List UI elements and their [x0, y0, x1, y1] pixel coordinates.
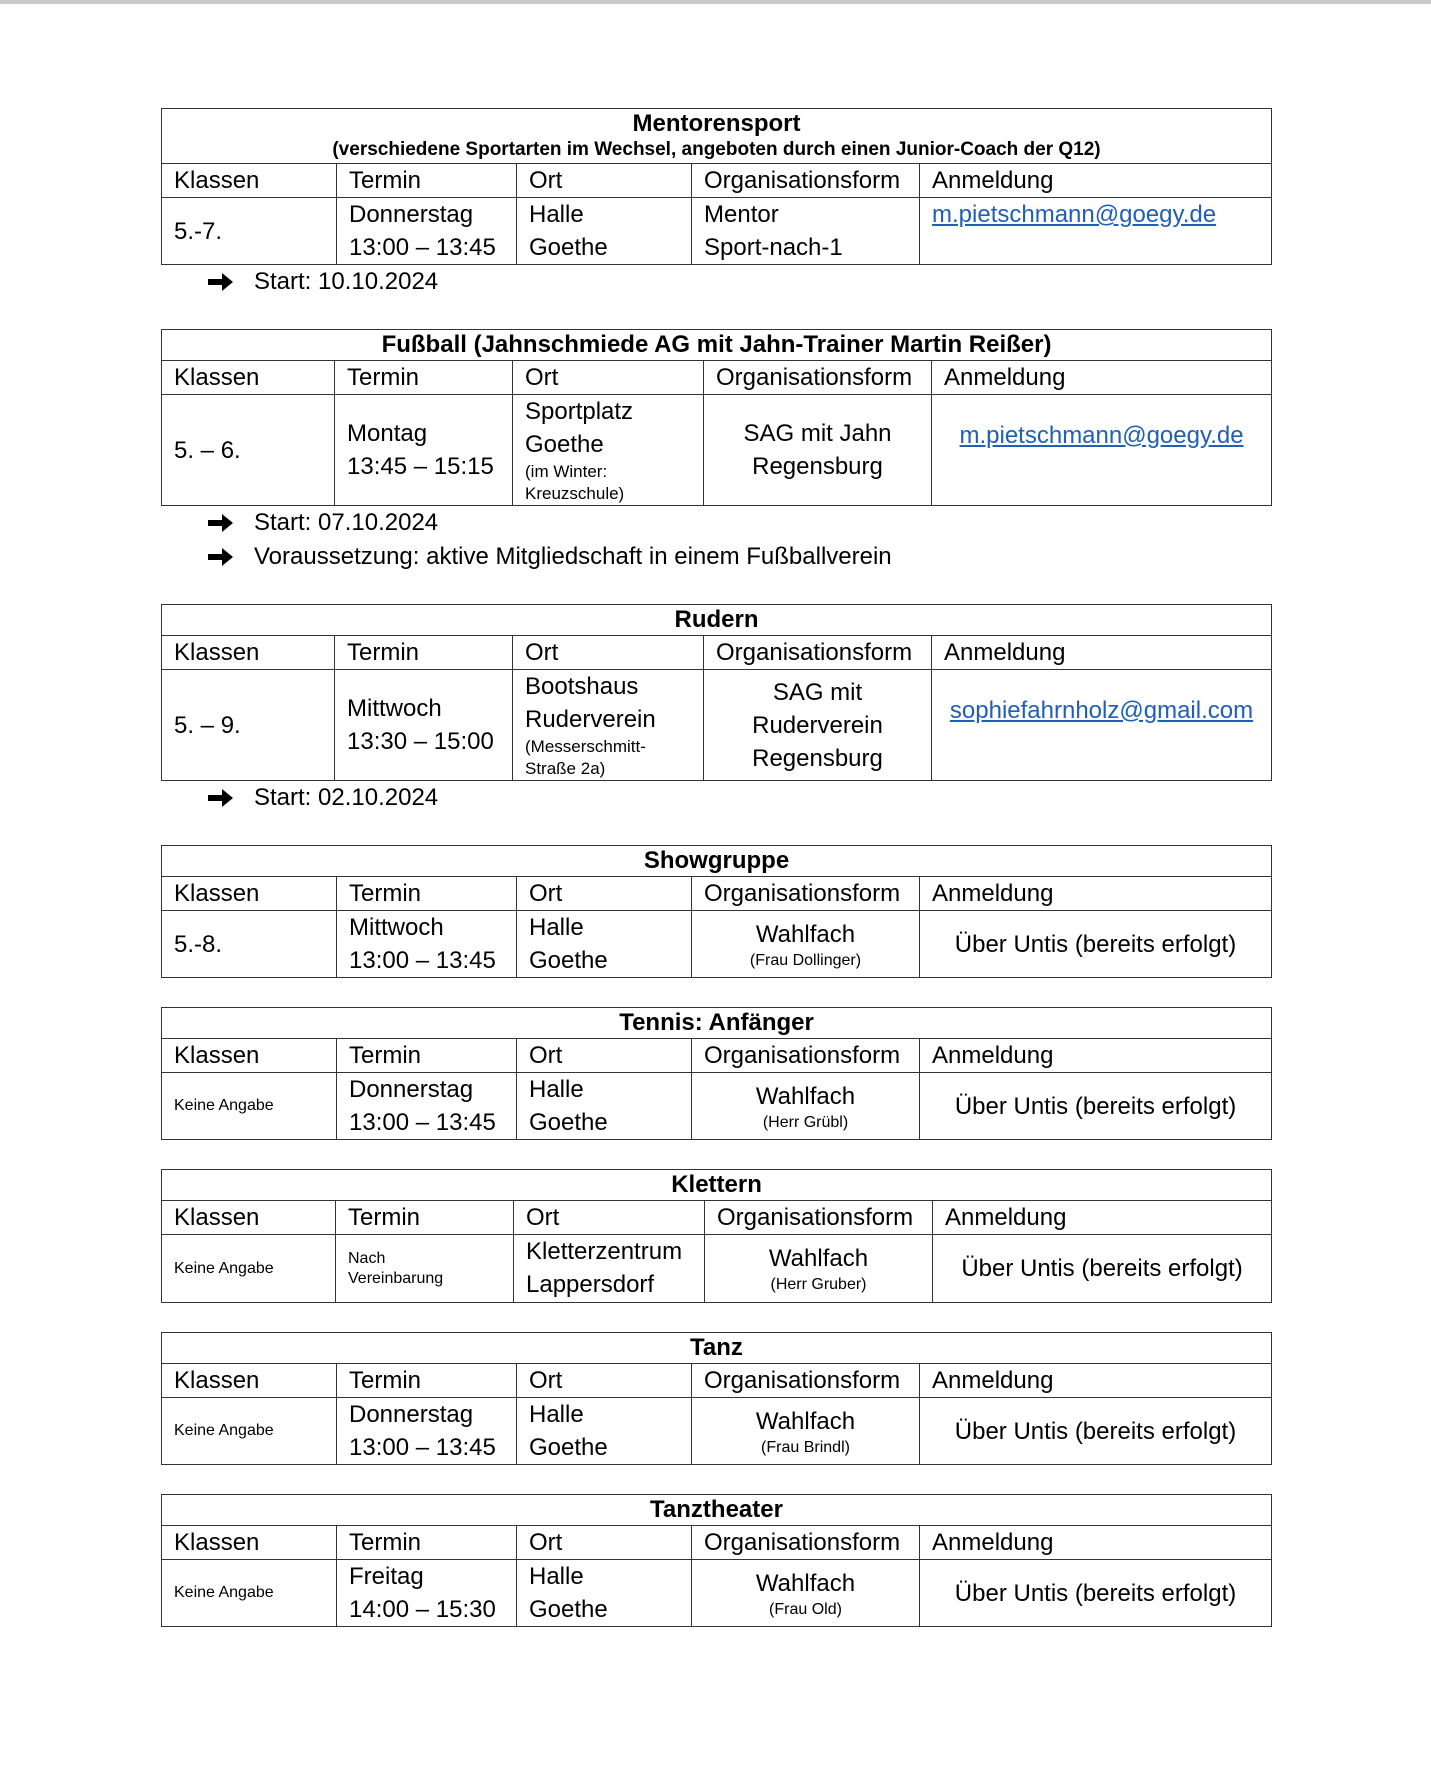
cell-termin: Mittwoch 13:30 – 15:00 [335, 670, 513, 781]
table-title: Fußball (Jahnschmiede AG mit Jahn-Trainer Martin Reißer) [162, 330, 1272, 361]
cell-anmeldung: Über Untis (bereits erfolgt) [920, 911, 1272, 978]
cell-klassen: 5. – 9. [162, 670, 335, 781]
cell-ort: Halle Goethe [517, 1560, 692, 1627]
header-termin: Termin [336, 1201, 514, 1235]
cell-organisationsform: SAG mit Jahn Regensburg [704, 395, 932, 506]
table-fussball [161, 329, 1272, 506]
header-anmeldung: Anmeldung [932, 636, 1272, 670]
header-klassen: Klassen [162, 877, 337, 911]
header-organisationsform: Organisationsform [692, 877, 920, 911]
header-anmeldung: Anmeldung [920, 1526, 1272, 1560]
cell-ort: Halle Goethe [517, 911, 692, 978]
email-link[interactable]: m.pietschmann@goegy.de [932, 201, 1217, 228]
header-ort: Ort [517, 877, 692, 911]
table-klettern [161, 1169, 1272, 1303]
header-ort: Ort [517, 1364, 692, 1398]
cell-termin: Donnerstag 13:00 – 13:45 [337, 198, 517, 265]
table-showgruppe [161, 845, 1272, 978]
cell-ort: Halle Goethe [517, 1398, 692, 1465]
header-organisationsform: Organisationsform [692, 164, 920, 198]
table-title: Mentorensport (verschiedene Sportarten im Wechsel, angeboten durch einen Junior-Coach der Q12) [162, 109, 1272, 164]
notes [161, 506, 1271, 574]
cell-termin: Donnerstag 13:00 – 13:45 [337, 1073, 517, 1140]
header-ort: Ort [517, 1526, 692, 1560]
header-ort: Ort [517, 1039, 692, 1073]
cell-organisationsform: Mentor Sport-nach-1 [692, 198, 920, 265]
header-klassen: Klassen [162, 1039, 337, 1073]
cell-organisationsform: Wahlfach (Herr Gruber) [705, 1235, 933, 1303]
email-link[interactable]: m.pietschmann@goegy.de [959, 421, 1244, 449]
header-organisationsform: Organisationsform [692, 1526, 920, 1560]
notes [161, 265, 1271, 299]
arrow-right-icon [206, 513, 234, 533]
cell-termin: Nach Vereinbarung [336, 1235, 514, 1303]
table-tanz [161, 1332, 1272, 1465]
arrow-right-icon [206, 788, 234, 808]
table-title: Tanz [162, 1333, 1272, 1364]
header-ort: Ort [513, 636, 704, 670]
cell-klassen: Keine Angabe [162, 1560, 337, 1627]
header-organisationsform: Organisationsform [705, 1201, 933, 1235]
cell-anmeldung [932, 670, 1272, 781]
note-item: Voraussetzung: aktive Mitgliedschaft in einem Fußballverein [206, 540, 1271, 574]
table-title: Rudern [162, 605, 1272, 636]
cell-ort: Kletterzentrum Lappersdorf [514, 1235, 705, 1303]
cell-ort: Halle Goethe [517, 198, 692, 265]
header-termin: Termin [335, 361, 513, 395]
table-title: Tanztheater [162, 1495, 1272, 1526]
note-item: Start: 10.10.2024 [206, 265, 1271, 299]
table-rudern [161, 604, 1272, 781]
cell-organisationsform: Wahlfach (Herr Grübl) [692, 1073, 920, 1140]
table-title: Klettern [162, 1170, 1272, 1201]
cell-anmeldung: Über Untis (bereits erfolgt) [920, 1398, 1272, 1465]
header-anmeldung: Anmeldung [920, 1039, 1272, 1073]
header-termin: Termin [337, 1364, 517, 1398]
cell-klassen: 5.-8. [162, 911, 337, 978]
table-tanztheater [161, 1494, 1272, 1627]
document-page [161, 108, 1271, 1627]
cell-termin: Mittwoch 13:00 – 13:45 [337, 911, 517, 978]
note-item: Start: 02.10.2024 [206, 781, 1271, 815]
cell-klassen: Keine Angabe [162, 1073, 337, 1140]
header-klassen: Klassen [162, 1201, 336, 1235]
cell-anmeldung: Über Untis (bereits erfolgt) [920, 1560, 1272, 1627]
note-item: Start: 07.10.2024 [206, 506, 1271, 540]
table-title: Showgruppe [162, 846, 1272, 877]
cell-anmeldung [920, 198, 1272, 265]
cell-termin: Donnerstag 13:00 – 13:45 [337, 1398, 517, 1465]
header-organisationsform: Organisationsform [692, 1039, 920, 1073]
header-klassen: Klassen [162, 361, 335, 395]
header-klassen: Klassen [162, 1364, 337, 1398]
cell-organisationsform: Wahlfach (Frau Brindl) [692, 1398, 920, 1465]
header-anmeldung: Anmeldung [933, 1201, 1272, 1235]
cell-termin: Freitag 14:00 – 15:30 [337, 1560, 517, 1627]
header-anmeldung: Anmeldung [920, 1364, 1272, 1398]
header-organisationsform: Organisationsform [692, 1364, 920, 1398]
cell-anmeldung [932, 395, 1272, 506]
cell-klassen: 5.-7. [162, 198, 337, 265]
header-ort: Ort [513, 361, 704, 395]
cell-ort: Bootshaus Ruderverein (Messerschmitt- Straße 2a) [513, 670, 704, 781]
cell-ort: Sportplatz Goethe (im Winter: Kreuzschule) [513, 395, 704, 506]
header-termin: Termin [337, 1039, 517, 1073]
header-termin: Termin [335, 636, 513, 670]
header-ort: Ort [517, 164, 692, 198]
header-organisationsform: Organisationsform [704, 636, 932, 670]
header-anmeldung: Anmeldung [920, 877, 1272, 911]
cell-klassen: Keine Angabe [162, 1235, 336, 1303]
header-anmeldung: Anmeldung [920, 164, 1272, 198]
cell-organisationsform: Wahlfach (Frau Old) [692, 1560, 920, 1627]
table-mentorensport [161, 108, 1272, 265]
arrow-right-icon [206, 272, 234, 292]
header-ort: Ort [514, 1201, 705, 1235]
cell-anmeldung: Über Untis (bereits erfolgt) [933, 1235, 1272, 1303]
header-anmeldung: Anmeldung [932, 361, 1272, 395]
table-tennis-anfaenger [161, 1007, 1272, 1140]
header-termin: Termin [337, 164, 517, 198]
cell-organisationsform: SAG mit Ruderverein Regensburg [704, 670, 932, 781]
cell-anmeldung: Über Untis (bereits erfolgt) [920, 1073, 1272, 1140]
header-termin: Termin [337, 1526, 517, 1560]
header-organisationsform: Organisationsform [704, 361, 932, 395]
header-klassen: Klassen [162, 636, 335, 670]
cell-klassen: Keine Angabe [162, 1398, 337, 1465]
cell-ort: Halle Goethe [517, 1073, 692, 1140]
top-border [0, 0, 1431, 4]
table-title: Tennis: Anfänger [162, 1008, 1272, 1039]
email-link[interactable]: sophiefahrnholz@gmail.com [949, 696, 1254, 724]
cell-organisationsform: Wahlfach (Frau Dollinger) [692, 911, 920, 978]
notes [161, 781, 1271, 815]
arrow-right-icon [206, 547, 234, 567]
header-klassen: Klassen [162, 164, 337, 198]
header-klassen: Klassen [162, 1526, 337, 1560]
header-termin: Termin [337, 877, 517, 911]
cell-klassen: 5. – 6. [162, 395, 335, 506]
cell-termin: Montag 13:45 – 15:15 [335, 395, 513, 506]
